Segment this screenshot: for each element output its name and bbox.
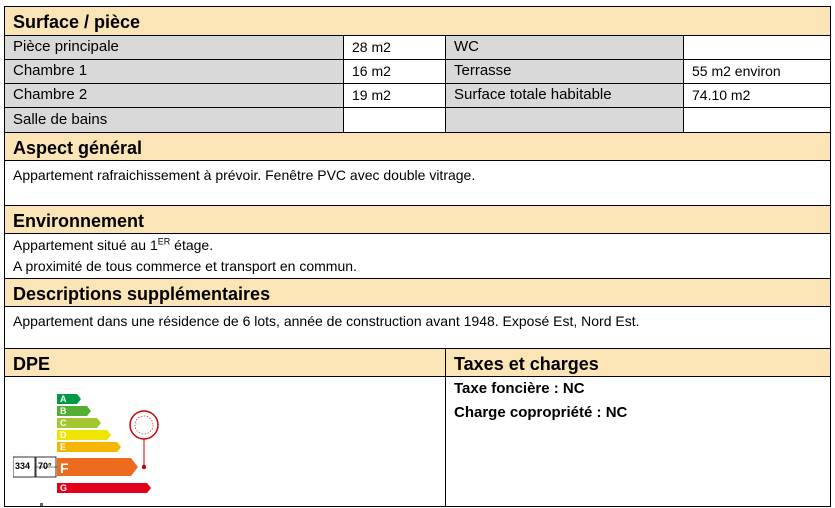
dpe-bar-e <box>57 442 121 452</box>
dpe-bar-f-label: F <box>60 460 69 476</box>
dpe-bar-a-label: A <box>60 394 67 404</box>
surface-header: Surface / pièce <box>4 6 831 36</box>
dpe-seal-icon <box>130 411 158 439</box>
dpe-bar-d-label: D <box>60 430 67 440</box>
charge-copropriete: Charge copropriété : NC <box>454 404 628 421</box>
dpe-header: DPE <box>4 348 446 377</box>
taxes-header: Taxes et charges <box>445 348 831 377</box>
environnement-text <box>4 233 831 279</box>
surface-label-chambre-1: Chambre 1 <box>4 59 344 84</box>
descriptions-text: Appartement dans une résidence de 6 lots, année de construction avant 1948. Exposé Est, Nord Est. <box>4 306 831 349</box>
surface-label-chambre-2: Chambre 2 <box>4 83 344 108</box>
dpe-seal-dot <box>142 465 146 469</box>
surface-value-piece-principale: 28 m2 <box>343 35 446 60</box>
dpe-bar-g-label: G <box>60 483 68 493</box>
aspect-header: Aspect général <box>4 132 831 161</box>
surface-value-totale: 74.10 m2 <box>683 83 831 108</box>
dpe-fine-print-left: ············· <box>13 451 26 455</box>
surface-value-chambre-1: 16 m2 <box>343 59 446 84</box>
dpe-class-bars <box>57 394 151 493</box>
surface-label-totale: Surface totale habitable <box>445 83 684 108</box>
surface-label-wc: WC <box>445 35 684 60</box>
dpe-fine-print-top: ···························· <box>57 386 85 390</box>
surface-value-terrasse: 55 m2 environ <box>683 59 831 84</box>
dpe-bar-c-label: C <box>60 418 67 428</box>
surface-value-chambre-2: 19 m2 <box>343 83 446 108</box>
descriptions-header: Descriptions supplémentaires <box>4 278 831 307</box>
surface-label-empty <box>445 107 684 133</box>
dpe-bar-b-label: B <box>60 406 67 416</box>
surface-label-salle-de-bains: Salle de bains <box>4 107 344 133</box>
dpe-bar-g <box>57 483 151 493</box>
surface-label-terrasse: Terrasse <box>445 59 684 84</box>
taxe-fonciere: Taxe foncière : NC <box>454 380 585 397</box>
dpe-kwh-value: 334 <box>15 461 31 471</box>
surface-label-piece-principale: Pièce principale <box>4 35 344 60</box>
environnement-line-1: Appartement situé au 1ER étage. <box>13 236 214 253</box>
taxes-body <box>445 376 831 507</box>
environnement-line-2: A proximité de tous commerce et transport en commun. <box>13 258 357 274</box>
surface-value-empty <box>683 107 831 133</box>
dpe-dot <box>40 503 43 506</box>
dpe-bar-e-label: E <box>60 442 67 452</box>
dpe-bar-f <box>57 458 138 476</box>
surface-value-wc <box>683 35 831 60</box>
dpe-fine-print-bottom: ···························· <box>57 499 85 503</box>
dpe-body <box>4 376 446 507</box>
dpe-ges-value: 70° <box>38 461 52 471</box>
dpe-energy-label <box>13 381 173 506</box>
surface-value-salle-de-bains <box>343 107 446 133</box>
environnement-header: Environnement <box>4 205 831 234</box>
aspect-text: Appartement rafraichissement à prévoir. Fenêtre PVC avec double vitrage. <box>4 160 831 206</box>
property-sheet <box>4 6 831 507</box>
